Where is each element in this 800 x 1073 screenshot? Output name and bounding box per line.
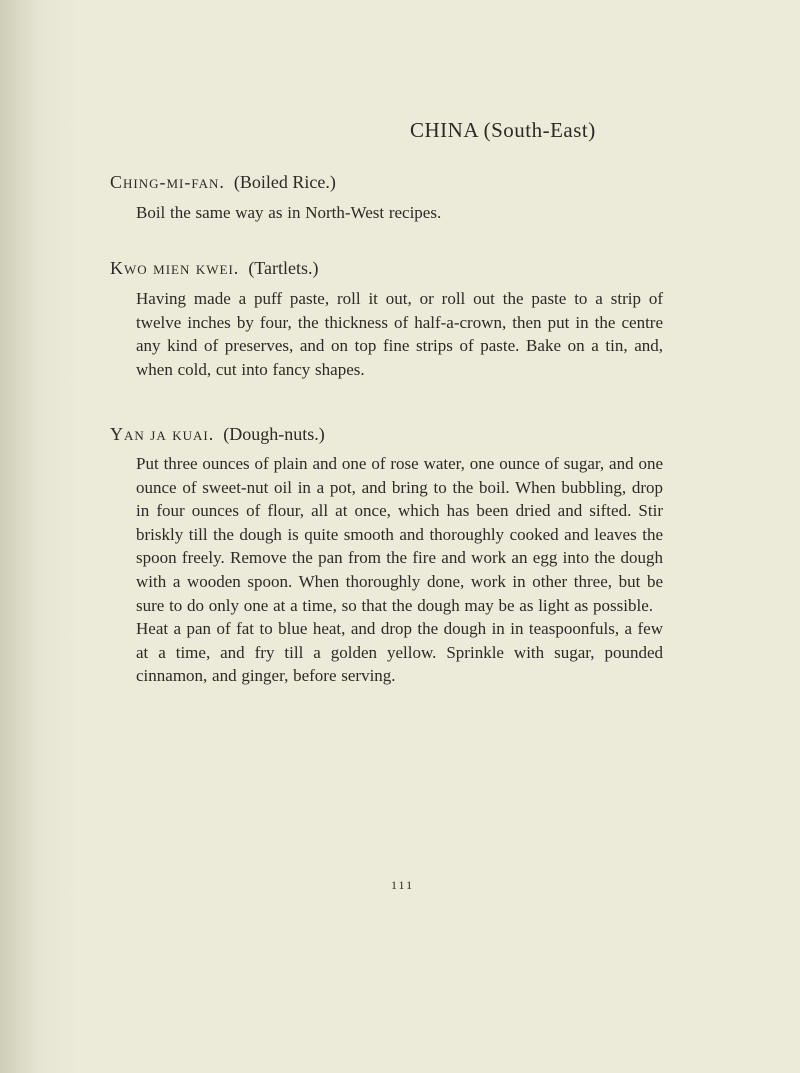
recipe-paragraph: Boil the same way as in North-West recipes. (136, 203, 442, 222)
recipe-title (110, 424, 325, 445)
recipe-translation: (Boiled Rice.) (233, 172, 336, 192)
page-number: 111 (391, 878, 415, 892)
recipe-paragraph: Put three ounces of plain and one of rose water, one ounce of sugar, and one ounce of sweet-nut oil in a pot, and bring to the boil. When bubbling, drop in four ounces of flour, all at once, which has been dried and sifted. Stir briskly till the dough is quite smooth and thoroughly cooked and leaves the spoon freely. Remove the pan from the fire and work an egg into the dough with a wooden spoon. When thoroughly done, work in other three, but be sure to do only one at a time, so that the dough may be as light as possible. (136, 454, 663, 615)
recipe-title (110, 258, 319, 279)
recipe-name: Yan ja kuai. (110, 424, 215, 444)
recipe-body (136, 452, 663, 688)
recipe-name: Ching-mi-fan. (110, 172, 225, 192)
recipe-title (110, 172, 336, 193)
recipe-paragraph: Heat a pan of fat to blue heat, and drop the dough in in teaspoonfuls, a few at a time, and fry till a golden yellow. Sprinkle with sugar, pounded cinnamon, and ginger, before serving. (136, 619, 663, 686)
page-header: CHINA (South-East) (410, 118, 596, 142)
recipe-name: Kwo mien kwei. (110, 258, 240, 278)
recipe-translation: (Tartlets.) (248, 258, 319, 278)
recipe-body (136, 287, 663, 381)
recipe-body (136, 201, 663, 225)
recipe-paragraph: Having made a puff paste, roll it out, or roll out the paste to a strip of twelve inches by four, the thickness of half-a-crown, then put in the centre any kind of preserves, and on top fine strips of paste. Bake on a tin, and, when cold, cut into fancy shapes. (136, 289, 663, 379)
recipe-translation: (Dough-nuts.) (223, 424, 325, 444)
